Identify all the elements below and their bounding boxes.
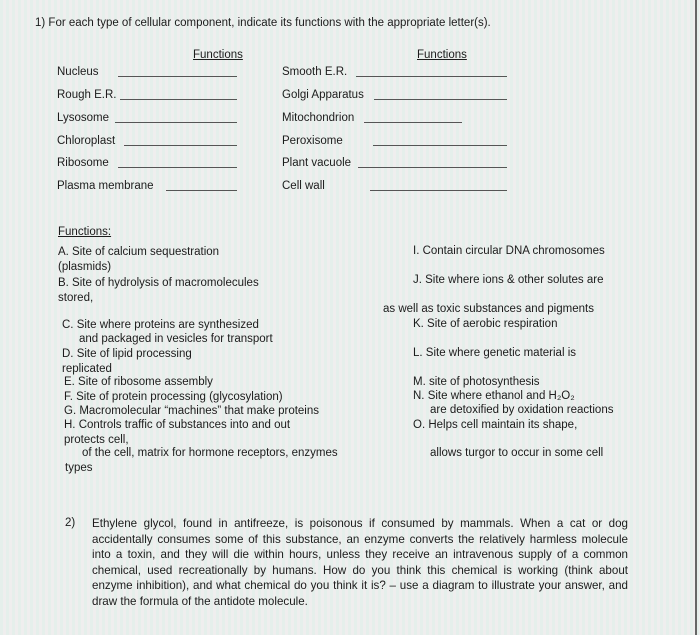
function-item: protects cell,: [64, 434, 129, 446]
function-item: H. Controls traffic of substances into and out: [64, 419, 291, 431]
component-label: Ribosome: [57, 157, 109, 169]
function-item: L. Site where genetic material is: [413, 347, 576, 359]
question-2-text: Ethylene glycol, found in antifreeze, is poisonous if consumed by mammals. When a cat or dog accidentally consumes some of this substance, an enzyme converts the relatively harmless molecule into a toxin, and they will die within hours, unless they receive an intravenous supply of a common chemical, used recreationally by humans. How do you think this chemical is working (think about enzyme inhibition), and what chemical do you think it is? – use a diagram to illustrate your answer, and draw the formula of the antidote molecule.: [92, 517, 628, 608]
function-item: of the cell, matrix for hormone receptors, enzymes: [82, 447, 338, 459]
function-item: M. site of photosynthesis: [413, 376, 540, 388]
answer-blank[interactable]: [358, 167, 507, 168]
function-item: G. Macromolecular “machines” that make proteins: [64, 405, 320, 417]
answer-blank[interactable]: [356, 76, 507, 77]
component-label: Chloroplast: [57, 135, 116, 147]
answer-blank[interactable]: [118, 167, 237, 168]
component-label: Peroxisome: [282, 135, 343, 147]
component-label: Golgi Apparatus: [282, 89, 364, 101]
functions-heading: Functions:: [58, 226, 112, 238]
function-item: F. Site of protein processing (glycosylation): [64, 391, 283, 403]
question-2-number: 2): [65, 517, 76, 529]
component-label: Plant vacuole: [282, 157, 352, 169]
function-item: K. Site of aerobic respiration: [413, 318, 558, 330]
component-label: Lysosome: [57, 112, 109, 124]
component-label: Cell wall: [282, 180, 325, 192]
component-label: Nucleus: [57, 66, 99, 78]
function-item: as well as toxic substances and pigments: [383, 303, 594, 315]
answer-blank[interactable]: [373, 145, 507, 146]
answer-blank[interactable]: [124, 145, 237, 146]
component-label: Rough E.R.: [57, 89, 117, 101]
function-item: D. Site of lipid processing: [62, 348, 192, 360]
answer-blank[interactable]: [370, 190, 507, 191]
answer-blank[interactable]: [364, 122, 462, 123]
function-item: replicated: [62, 363, 112, 375]
component-label: Smooth E.R.: [282, 66, 348, 78]
function-item: E. Site of ribosome assembly: [64, 376, 213, 388]
component-label: Mitochondrion: [282, 112, 355, 124]
function-item: types: [65, 462, 93, 474]
functions-header-right: Functions: [417, 49, 467, 61]
function-item: allows turgor to occur in some cell: [430, 447, 604, 459]
answer-blank[interactable]: [115, 122, 237, 123]
function-item: (plasmids): [58, 261, 112, 273]
function-item: are detoxified by oxidation reactions: [430, 404, 614, 416]
function-item: I. Contain circular DNA chromosomes: [413, 245, 605, 257]
function-item: N. Site where ethanol and H₂O₂: [413, 390, 575, 402]
function-item: O. Helps cell maintain its shape,: [413, 419, 578, 431]
functions-header-left: Functions: [193, 49, 243, 61]
function-item: stored,: [58, 292, 94, 304]
function-item: J. Site where ions & other solutes are: [413, 274, 604, 286]
page-edge: [695, 0, 697, 635]
question-1-title: 1) For each type of cellular component, indicate its functions with the appropriate letter(s).: [35, 17, 491, 29]
answer-blank[interactable]: [166, 190, 237, 191]
function-item: and packaged in vesicles for transport: [79, 333, 273, 345]
component-label: Plasma membrane: [57, 180, 154, 192]
function-item: C. Site where proteins are synthesized: [62, 319, 259, 331]
answer-blank[interactable]: [118, 76, 237, 77]
function-item: B. Site of hydrolysis of macromolecules: [58, 277, 259, 289]
answer-blank[interactable]: [374, 99, 507, 100]
function-item: A. Site of calcium sequestration: [58, 246, 220, 258]
answer-blank[interactable]: [120, 99, 237, 100]
